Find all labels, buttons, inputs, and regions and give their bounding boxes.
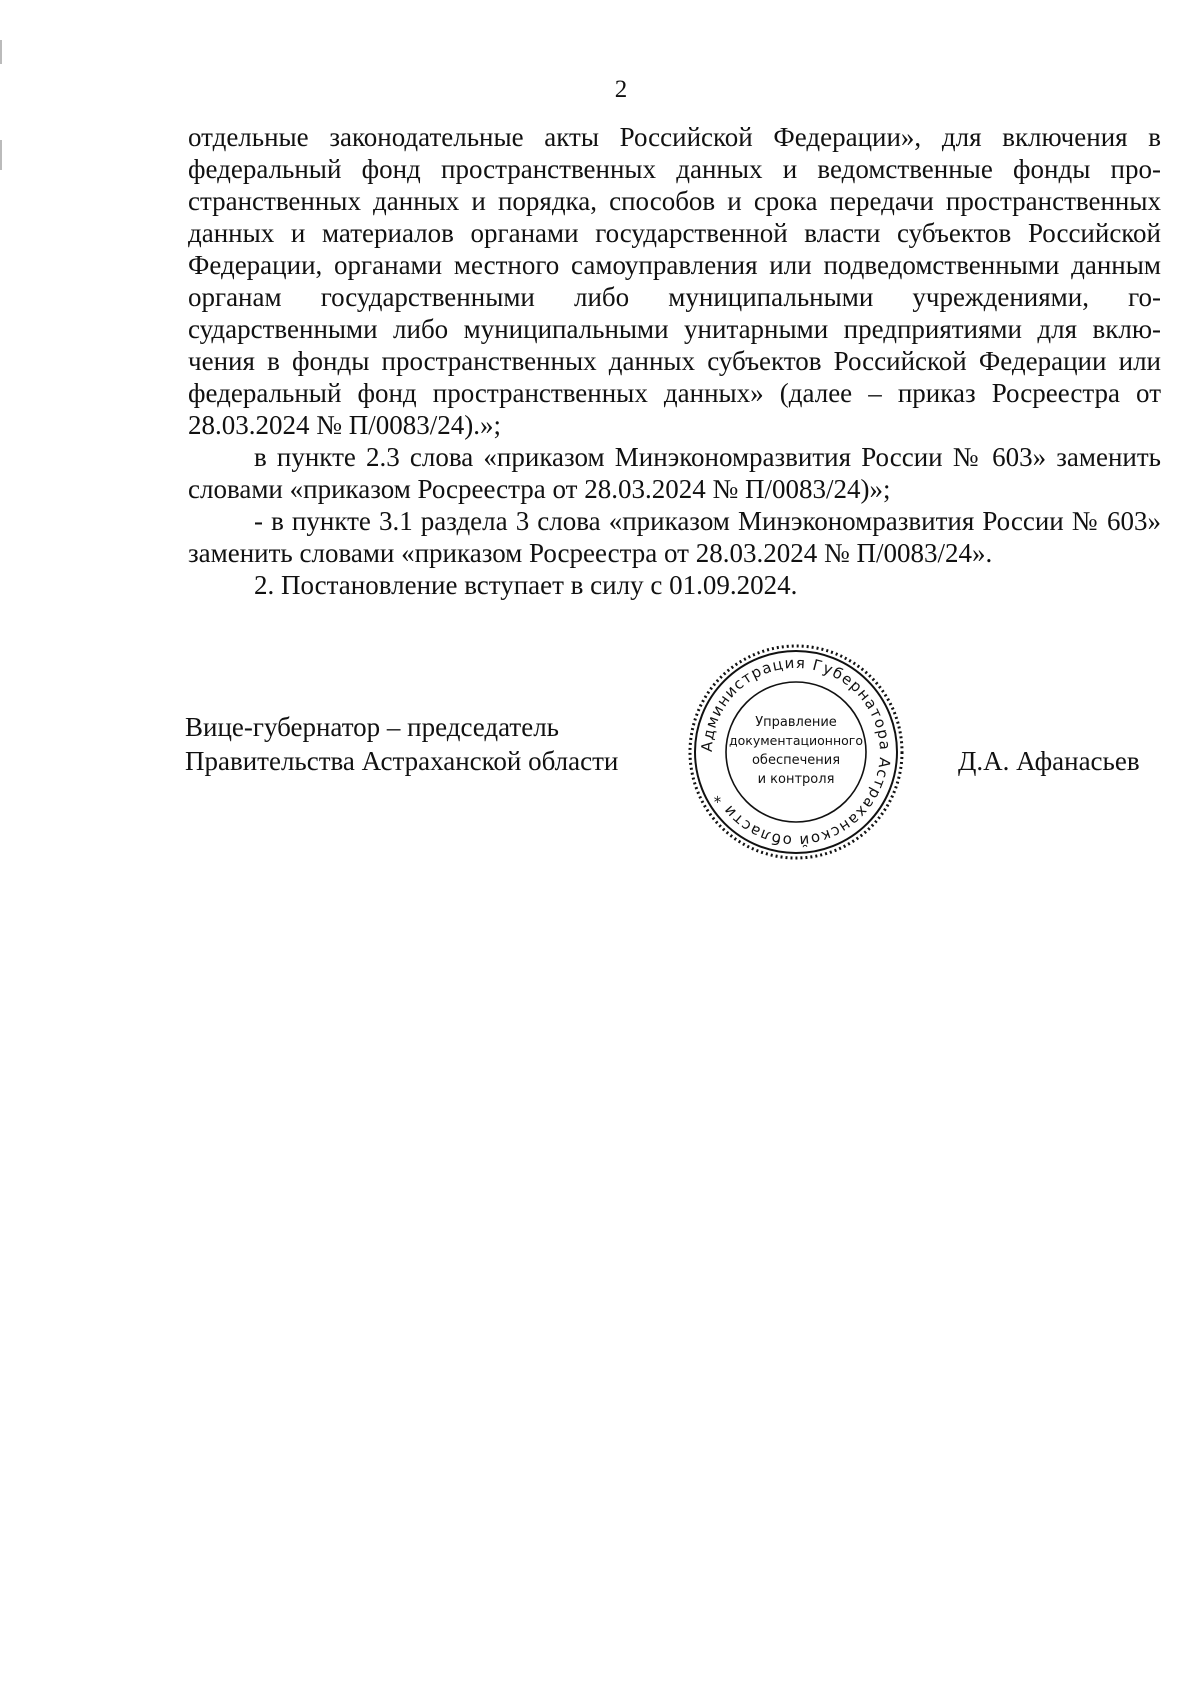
signatory-position bbox=[185, 710, 618, 778]
scan-edge-mark bbox=[0, 140, 2, 170]
stamp-center-line1: Управление bbox=[755, 715, 837, 730]
stamp-seal-graphic bbox=[686, 642, 906, 862]
stamp-ring-text: Администрация Губернатора Астраханской области * bbox=[697, 653, 895, 851]
stamp-center-line3: обеспечения bbox=[751, 753, 841, 768]
official-stamp bbox=[686, 642, 906, 862]
scan-edge-mark bbox=[0, 40, 2, 64]
page-number: 2 bbox=[614, 76, 628, 103]
signatory-position-line2: Правительства Астраханской области bbox=[185, 746, 619, 776]
signatory-name: Д.А. Афанасьев bbox=[958, 746, 1140, 776]
paragraph-item-2-3: в пункте 2.3 слова «приказом Минэкономразвития России № 603» заменить словами «приказом Росреестра от 28.03.2024 № П/0083/24)»; bbox=[188, 442, 1161, 504]
stamp-center-line2: документационного bbox=[729, 733, 863, 748]
paragraph-item-3-1: - в пункте 3.1 раздела 3 слова «приказом Минэкономразвития России № 603» заменить словами «приказом Росреестра от 28.03.2024 № П/0083/24». bbox=[188, 506, 1161, 568]
stamp-center-line4: и контроля bbox=[757, 772, 835, 787]
paragraph-continuation: отдельные законодательные акты Российской Федерации», для включения в федеральный фонд пространственных данных и ведомственные фонды пространственных данных и порядка, способов и срока передачи пространственных данных и материалов органами государственной власти субъектов Российской Федерации, органами местного самоуправления или подведомственными данным органам государственными либо муниципальными учреждениями, государственными либо муниципальными унитарными предприятиями для включения в фонды пространственных данных субъектов Российской Федерации или федеральный фонд пространственных данных» (далее – приказ Росреестра от 28.03.2024 № П/0083/24).»; bbox=[188, 122, 1161, 440]
signatory-position-line1: Вице-губернатор – председатель bbox=[185, 712, 559, 742]
paragraph-effective-date: 2. Постановление вступает в силу с 01.09.2024. bbox=[254, 570, 798, 600]
document-body bbox=[188, 121, 1161, 601]
svg-text:Администрация Губернатора Астр bbox=[698, 654, 894, 850]
